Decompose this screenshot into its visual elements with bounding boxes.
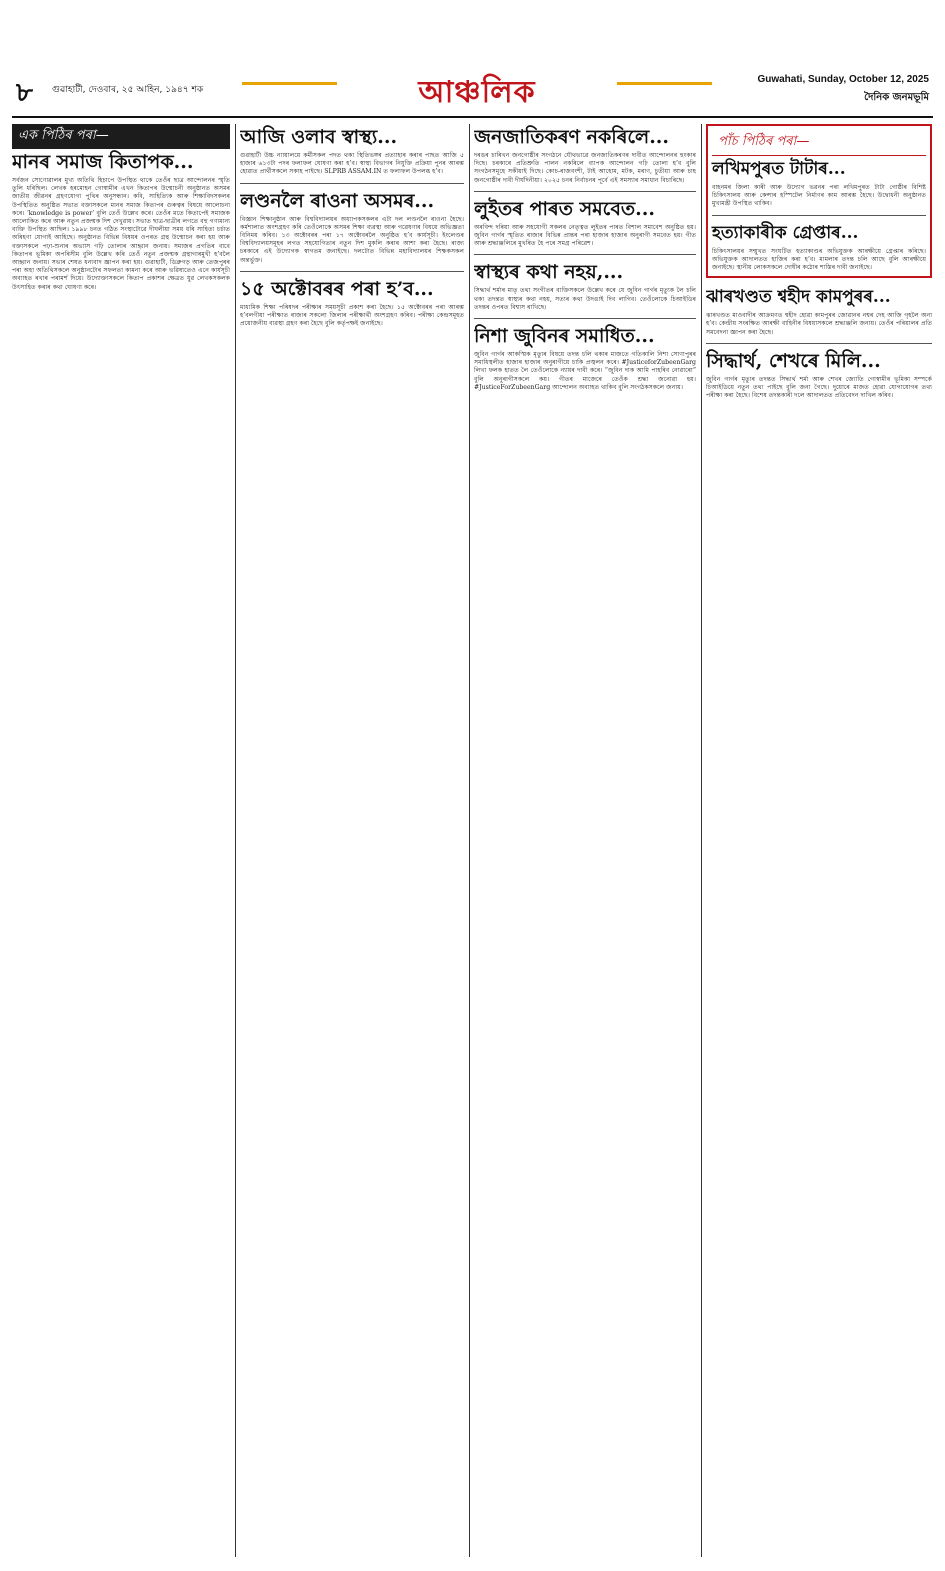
headline-jharkhand-martyr: ঝাৰখণ্ডত শ্বহীদ কামপুৰৰ... (706, 287, 891, 308)
column-rule (235, 124, 236, 1557)
headline-zubeen-memorial: নিশা জুবিনৰ সমাধিত... (474, 325, 655, 348)
date-english: Guwahati, Sunday, October 12, 2025 (757, 74, 929, 85)
paper-name: দৈনিক জনমভূমি (864, 92, 929, 103)
brand-ornament-right (617, 82, 712, 85)
column-rule (701, 124, 702, 1557)
article-separator (240, 183, 464, 184)
article-separator (474, 254, 696, 255)
page-number: ৮ (16, 78, 33, 108)
article-body: জুবিন গাৰ্গৰ মৃত্যুৰ তদন্তত সিদ্ধাৰ্থ শৰ্মা আৰু শেখৰ জ্যোতি গোস্বামীৰ ভূমিকা সম্পৰ্কে চিআইডিয়ে নতুন তথ্য পাইছে বুলি জনা গৈছে। দুয়োৰে মাজত হোৱা যোগাযোগৰ তথ্য পৰীক্ষা কৰা হৈছে। বিশেষ তদন্তকাৰী দলে আদালতত প্ৰতিবেদন দাখিল কৰিব। (706, 375, 932, 400)
article-body: ঝাৰখণ্ডত মাওবাদীৰ আক্ৰমণত শ্বহীদ হোৱা কামপুৰৰ জোৱানৰ নশ্বৰ দেহ আজি গৃহলৈ অনা হ’ব। কেন্দ্ৰীয় সংৰক্ষিত আৰক্ষী বাহিনীৰ বিষয়াসকলে শ্ৰদ্ধাঞ্জলি জনায়। তেওঁৰ পৰিয়ালৰ প্ৰতি সমবেদনা জ্ঞাপন কৰা হৈছে। (706, 312, 932, 336)
headline-not-health: স্বাস্থ্যৰ কথা নহয়,... (474, 261, 624, 284)
article-body: গুৱাহাটী উচ্চ ন্যায়ালয়ে কৰ্মীসকল পদত থকা স্থিতিভঙ্গৰ প্ৰত্যাহাৰ কৰাৰ পাছত আজি ৫ হাজাৰ ৬১৩টা পদৰ ফলাফল ঘোষণা কৰা হ’ব। স্বাস্থ্য বিভাগৰ নিযুক্তি প্ৰক্ৰিয়া পুনৰ আৰম্ভ হোৱাত প্ৰাৰ্থীসকলে সকাহ পাইছে। SLPRB ASSAM.IN ত ফলাফল উপলব্ধ হ’ব। (240, 152, 464, 176)
column-1 (12, 124, 230, 1557)
headline-health-results: আজি ওলাব স্বাস্থ্য... (240, 126, 398, 148)
headline-siddharth-shekhar: সিদ্ধাৰ্থ, শেখৰে মিলি... (706, 349, 881, 372)
article-separator (474, 191, 696, 192)
masthead-rule (12, 116, 933, 118)
column-2 (240, 124, 464, 1557)
date-assamese: গুৱাহাটী, দেওবাৰ, ২৫ আহিন, ১৯৪৭ শক (52, 85, 204, 95)
continuation-kicker: এক পিঠিৰ পৰা— (12, 124, 230, 149)
brand-logo: আঞ্চলিক (418, 75, 536, 110)
headline-oct-15: ১৫ অক্টোবৰৰ পৰা হ’ব... (240, 277, 434, 300)
article-body: বাহনমৰ জিলা কাৰী আৰু উদ্যোগ ভৱনৰ পৰা লখিমপুৰত টাটা গোষ্ঠীৰ বিশিষ্ট চিকিৎসালয় আৰু কেন্সাৰ হস্পিটেল নিৰ্মাণৰ কাম আৰম্ভ হৈছে। উদ্বোধনী অনুষ্ঠানত মুখ্যমন্ত্ৰী উপস্থিত থাকিব। (712, 184, 926, 208)
headline-tribal-status: জনজাতিকৰণ নকৰিলে... (474, 126, 670, 148)
article-body: দৰঙৰ চাৰিখন জনগোষ্ঠীৰ সংগঠনে যৌথভাৱে জনজাতিকৰণৰ দাবীত আন্দোলনৰ হুংকাৰ দিছে। চৰকাৰে প্ৰতিশ্ৰুতি পালন নকৰিলে ব্যাপক আন্দোলন গঢ়ি তোলা হ’ব বুলি সংগঠনসমূহে সকীয়াই দিছে। কোচ-ৰাজবংশী, টাই আহোম, মটক, মৰাণ, চুতীয়া আৰু চাহ জনগোষ্ঠীৰ দাবী দীৰ্ঘদিনীয়া। ২০২৫ চনৰ নিৰ্বাচনৰ পূৰ্বে এই সমস্যাৰ সমাধান বিচাৰিছে। (474, 152, 696, 184)
continuation-kicker: পাঁচ পিঠিৰ পৰা— (712, 130, 926, 156)
headline-lakhimpur-tata: লখিমপুৰত টাটাৰ... (712, 159, 846, 179)
continuation-box (706, 124, 932, 278)
masthead (12, 68, 933, 118)
brand-ornament-left (242, 82, 337, 85)
column-4 (706, 124, 932, 1557)
article-body: জুবিন গাৰ্গৰ আকস্মিক মৃত্যুৰ বিষয়ে তদন্ত চলি থকাৰ মাজতে গতিকালি নিশা সোণাপুৰৰ সমাধিস্থলীত হাজাৰ হাজাৰ অনুৰাগীয়ে চাকি প্ৰজ্বলন কৰে। #JusticeforZubeenGarg লিখা ফলক হাতত লৈ তেওঁলোকে ন্যায়ৰ দাবী কৰে। “জুবিন দাক আমি পাহৰিব নোৱাৰো” বুলি অনুৰাগীসকলে কয়। গীতৰ মাজেৰে তেওঁক শ্ৰদ্ধা জনোৱা হয়। #JusticeForZubeenGarg আন্দোলন অব্যাহত থাকিব বুলি সংগঠকসকলে জনায়। (474, 351, 696, 391)
article-separator (474, 318, 696, 319)
headline-killer-arrest: হত্যাকাৰীক গ্ৰেপ্তাৰ... (712, 222, 859, 243)
headline-luit-gathering: লুইতৰ পাৰত সমবেত... (474, 197, 655, 220)
column-3 (474, 124, 696, 1557)
column-rule (469, 124, 470, 1557)
article-body: সিদ্ধাৰ্থ শৰ্মাৰ মাতৃ তথা সংগীতৰ ব্যক্তিসকলে উল্লেখ কৰে যে জুবিন গাৰ্গৰ মৃত্যুক লৈ চলি থকা তদন্তত স্বাস্থ্যৰ কথা নহয়, সত্যৰ কথা উদঙাই দিব লাগিব। তেওঁলোকে চিআইডিৰ তদন্তৰ ওপৰত বিশ্বাস ৰাখিছে। (474, 287, 696, 311)
article-separator (706, 343, 932, 344)
article-body: মাধ্যমিক শিক্ষা পৰিষদৰ পৰীক্ষাৰ সময়সূচী প্ৰকাশ কৰা হৈছে। ১৫ অক্টোবৰৰ পৰা আৰম্ভ হ’বলগীয়া পৰীক্ষাত ৰাজ্যৰ সকলো জিলাৰ পৰীক্ষাৰ্থী অংশগ্ৰহণ কৰিব। পৰীক্ষা কেন্দ্ৰসমূহত প্ৰয়োজনীয় ব্যৱস্থা গ্ৰহণ কৰা হৈছে বুলি কৰ্তৃপক্ষই জনাইছে। (240, 303, 464, 328)
article-body: অৰবিন্দ দৰিয়া আৰু সহযোগী সকলৰ নেতৃত্বত লুইতৰ পাৰত বিশাল সমাবেশ অনুষ্ঠিত হয়। জুবিন গাৰ্গৰ স্মৃতিত ৰাজ্যৰ বিভিন্ন প্ৰান্তৰ পৰা হাজাৰ হাজাৰ অনুৰাগী সমবেত হয়। গীত আৰু শ্ৰদ্ধাঞ্জলিৰে মুখৰিত হৈ পৰে সমগ্ৰ পৰিৱেশ। (474, 223, 696, 248)
article-body: বিজ্ঞান শিক্ষানুষ্ঠান আৰু বিশ্ববিদ্যালয়ৰ অধ্যাপকসকলৰ এটা দল লণ্ডনলৈ ৰাওনা হৈছে। কৰ্মশালাত অংশগ্ৰহণ কৰি তেওঁলোকে অসমৰ শিক্ষা ব্যৱস্থা আৰু গৱেষণাৰ বিষয়ে অভিজ্ঞতা বিনিময় কৰিব। ১৩ অক্টোবৰৰ পৰা ১৭ অক্টোবৰলৈ অনুষ্ঠিত হ’ব কাৰ্যসূচী। ইংলেণ্ডৰ বিশ্ববিদ্যালয়সমূহৰ লগত সহযোগিতাৰ নতুন দিশ মুকলি কৰাৰ আশা কৰা হৈছে। ৰাজ্য চৰকাৰে এই উদ্যোগক স্বাগতম জনাইছে। দলটোত বিভিন্ন মহাবিদ্যালয়ৰ শিক্ষকসকল অন্তৰ্ভুক্ত। (240, 215, 464, 264)
article-separator (712, 215, 926, 216)
headline-society-books: মানৰ সমাজ কিতাপক... (12, 151, 194, 173)
headline-london: লণ্ডনলৈ ৰাওনা অসমৰ... (240, 189, 435, 212)
article-body: সৰ্বজন সোণোৱালৰ মুখ্য অতিথি হিচাপে উপস্থিত থাকে তেওঁৰ ছাত্ৰ আন্দোলনৰ স্মৃতি তুলি ধৰিছিল। লেখক হৰমোহন গোস্বামীৰ এখন কিতাপৰ উন্মোচনী অনুষ্ঠানত অসমৰ জাতীয় জীৱনৰ গ্ৰহণযোগ্য পুথিৰ অনুসন্ধান। কবি, সাহিত্যিক আৰু শিক্ষাবিদসকলৰ উপস্থিতিত অনুষ্ঠিত সভাত বক্তাসকলে মানৰ সমাজ কিতাপৰ গুৰুত্বৰ বিষয়ে আলোচনা কৰে। ‘knowledge is power’ বুলি তেওঁ উল্লেখ কৰে। তেওঁৰ মতে কিতাপেই সমাজক আলোকিত কৰে আৰু নতুন প্ৰজন্মক দিশ দেখুৱায়। সভাত ছাত্ৰ-ছাত্ৰীৰ লগতে বহু গণ্যমান্য ব্যক্তি উপস্থিত আছিল। ১৯৯৮ চনত গঠিত সংস্থাটোৱে দীঘলীয়া সময় ধৰি সাহিত্য চৰ্চাত অৰিহণা যোগাই আহিছে। অনুষ্ঠানত বিভিন্ন বিষয়ৰ ওপৰত গ্ৰন্থ উন্মোচন কৰা হয় আৰু বক্তাসকলে পঢ়া-শুনাৰ অভ্যাস গঢ়ি তোলাৰ আহ্বান জনায়। সমাজৰ প্ৰগতিৰ বাবে কিতাপৰ ভূমিকা অপৰিসীম বুলি উল্লেখ কৰি তেওঁ নতুন প্ৰজন্মক গ্ৰন্থাগাৰমুখী হ’বলৈ আহ্বান জনায়। সভাৰ শেষত ধন্যবাদ জ্ঞাপন কৰা হয়। গুৱাহাটী, ডিব্ৰুগড় আৰু তেজপুৰৰ পৰা অহা অতিথিসকলে অনুষ্ঠানটোৰ সফলতা কামনা কৰে আৰু ভৱিষ্যতেও এনে কাৰ্যসূচী অব্যাহত ৰখাৰ পৰামৰ্শ দিয়ে। উদ্যোক্তাসকলে কিতাপ প্ৰকাশৰ ক্ষেত্ৰত যুৱ লেখকসকলক উৎসাহিত কৰাৰ কথা ঘোষণা কৰে। (12, 177, 230, 291)
article-separator (240, 271, 464, 272)
article-body: চিকিৎসালয়ৰ সন্মুখত সংঘটিত হত্যাকাণ্ডৰ অভিযুক্তক আৰক্ষীয়ে গ্ৰেপ্তাৰ কৰিছে। অভিযুক্তক আদালতত হাজিৰ কৰা হ’ব। মামলাৰ তদন্ত চলি আছে বুলি আৰক্ষীয়ে জনাইছে। স্থানীয় লোকসকলে দোষীৰ কঠোৰ শাস্তিৰ দাবী জনাইছে। (712, 247, 926, 272)
